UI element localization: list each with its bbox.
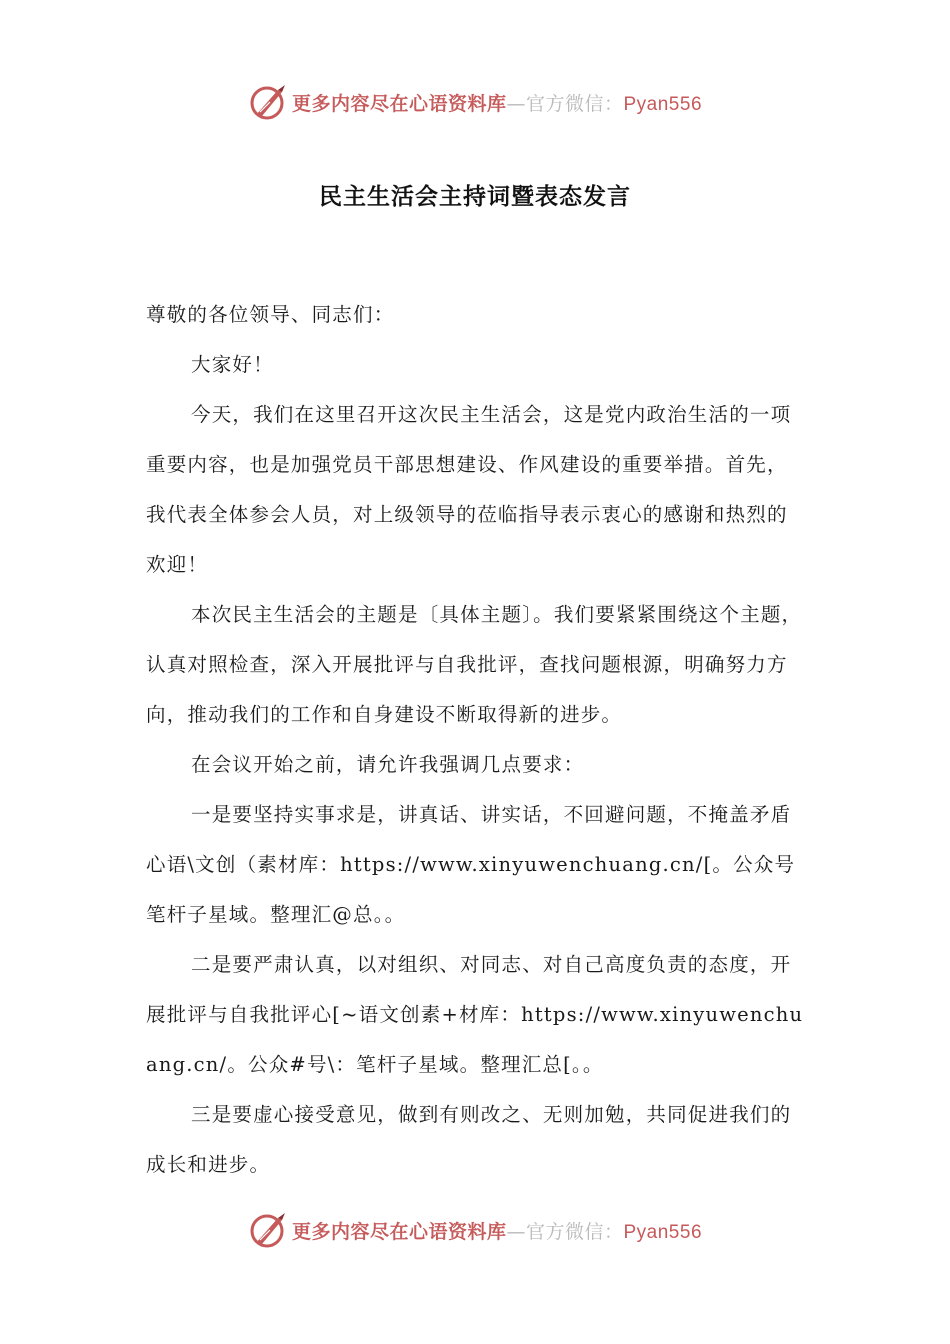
header-banner [0, 80, 950, 124]
footer-banner-wechat-id: Pyan556 [623, 1221, 703, 1243]
footer-banner-text [292, 1217, 702, 1244]
footer-banner-wechat-label: 官方微信： [525, 1220, 624, 1243]
paragraph-requirements-intro: 在会议开始之前，请允许我强调几点要求： [191, 753, 585, 776]
document-body [146, 290, 808, 1190]
paragraph-requirement-3: 三是要虚心接受意见，做到有则改之、无则加勉，共同促进我们的成长和进步。 [146, 1103, 792, 1176]
paragraph-requirement-2: 二是要严肃认真，以对组织、对同志、对自己高度负责的态度，开展批评与自我批评心[~语文创素+材库：https://www.xinyuwenchuang.cn/。公众#号\：笔杆子星域。整理汇总[。。 [146, 953, 804, 1076]
footer-banner-prefix: 更多内容尽在心语资料库 [291, 1220, 507, 1243]
header-banner-prefix: 更多内容尽在心语资料库 [291, 92, 507, 115]
quill-pen-logo-icon [248, 82, 288, 122]
paragraph-requirement-1: 一是要坚持实事求是，讲真话、讲实话，不回避问题，不掩盖矛盾心语\文创（素材库：https://www.xinyuwenchuang.cn/[。公众号笔杆子星域。整理汇@总。。 [146, 803, 796, 926]
footer-banner [0, 1208, 950, 1252]
quill-pen-logo-icon [248, 1210, 288, 1250]
header-banner-text [292, 89, 702, 116]
paragraph-theme: 本次民主生活会的主题是〔具体主题〕。我们要紧紧围绕这个主题，认真对照检查，深入开展批评与自我批评，查找问题根源，明确努力方向，推动我们的工作和自身建设不断取得新的进步。 [146, 603, 803, 726]
header-banner-wechat-id: Pyan556 [623, 93, 703, 115]
header-banner-wechat-label: 官方微信： [525, 92, 624, 115]
footer-banner-dash: — [506, 1220, 526, 1243]
paragraph-opening: 今天，我们在这里召开这次民主生活会，这是党内政治生活的一项重要内容，也是加强党员干部思想建设、作风建设的重要举措。首先，我代表全体参会人员，对上级领导的莅临指导表示衷心的感谢和热烈的欢迎！ [146, 403, 792, 576]
document-title: 民主生活会主持词暨表态发言 [319, 184, 631, 210]
greeting: 大家好！ [191, 353, 274, 376]
salutation: 尊敬的各位领导、同志们： [146, 303, 395, 326]
header-banner-dash: — [506, 92, 526, 115]
